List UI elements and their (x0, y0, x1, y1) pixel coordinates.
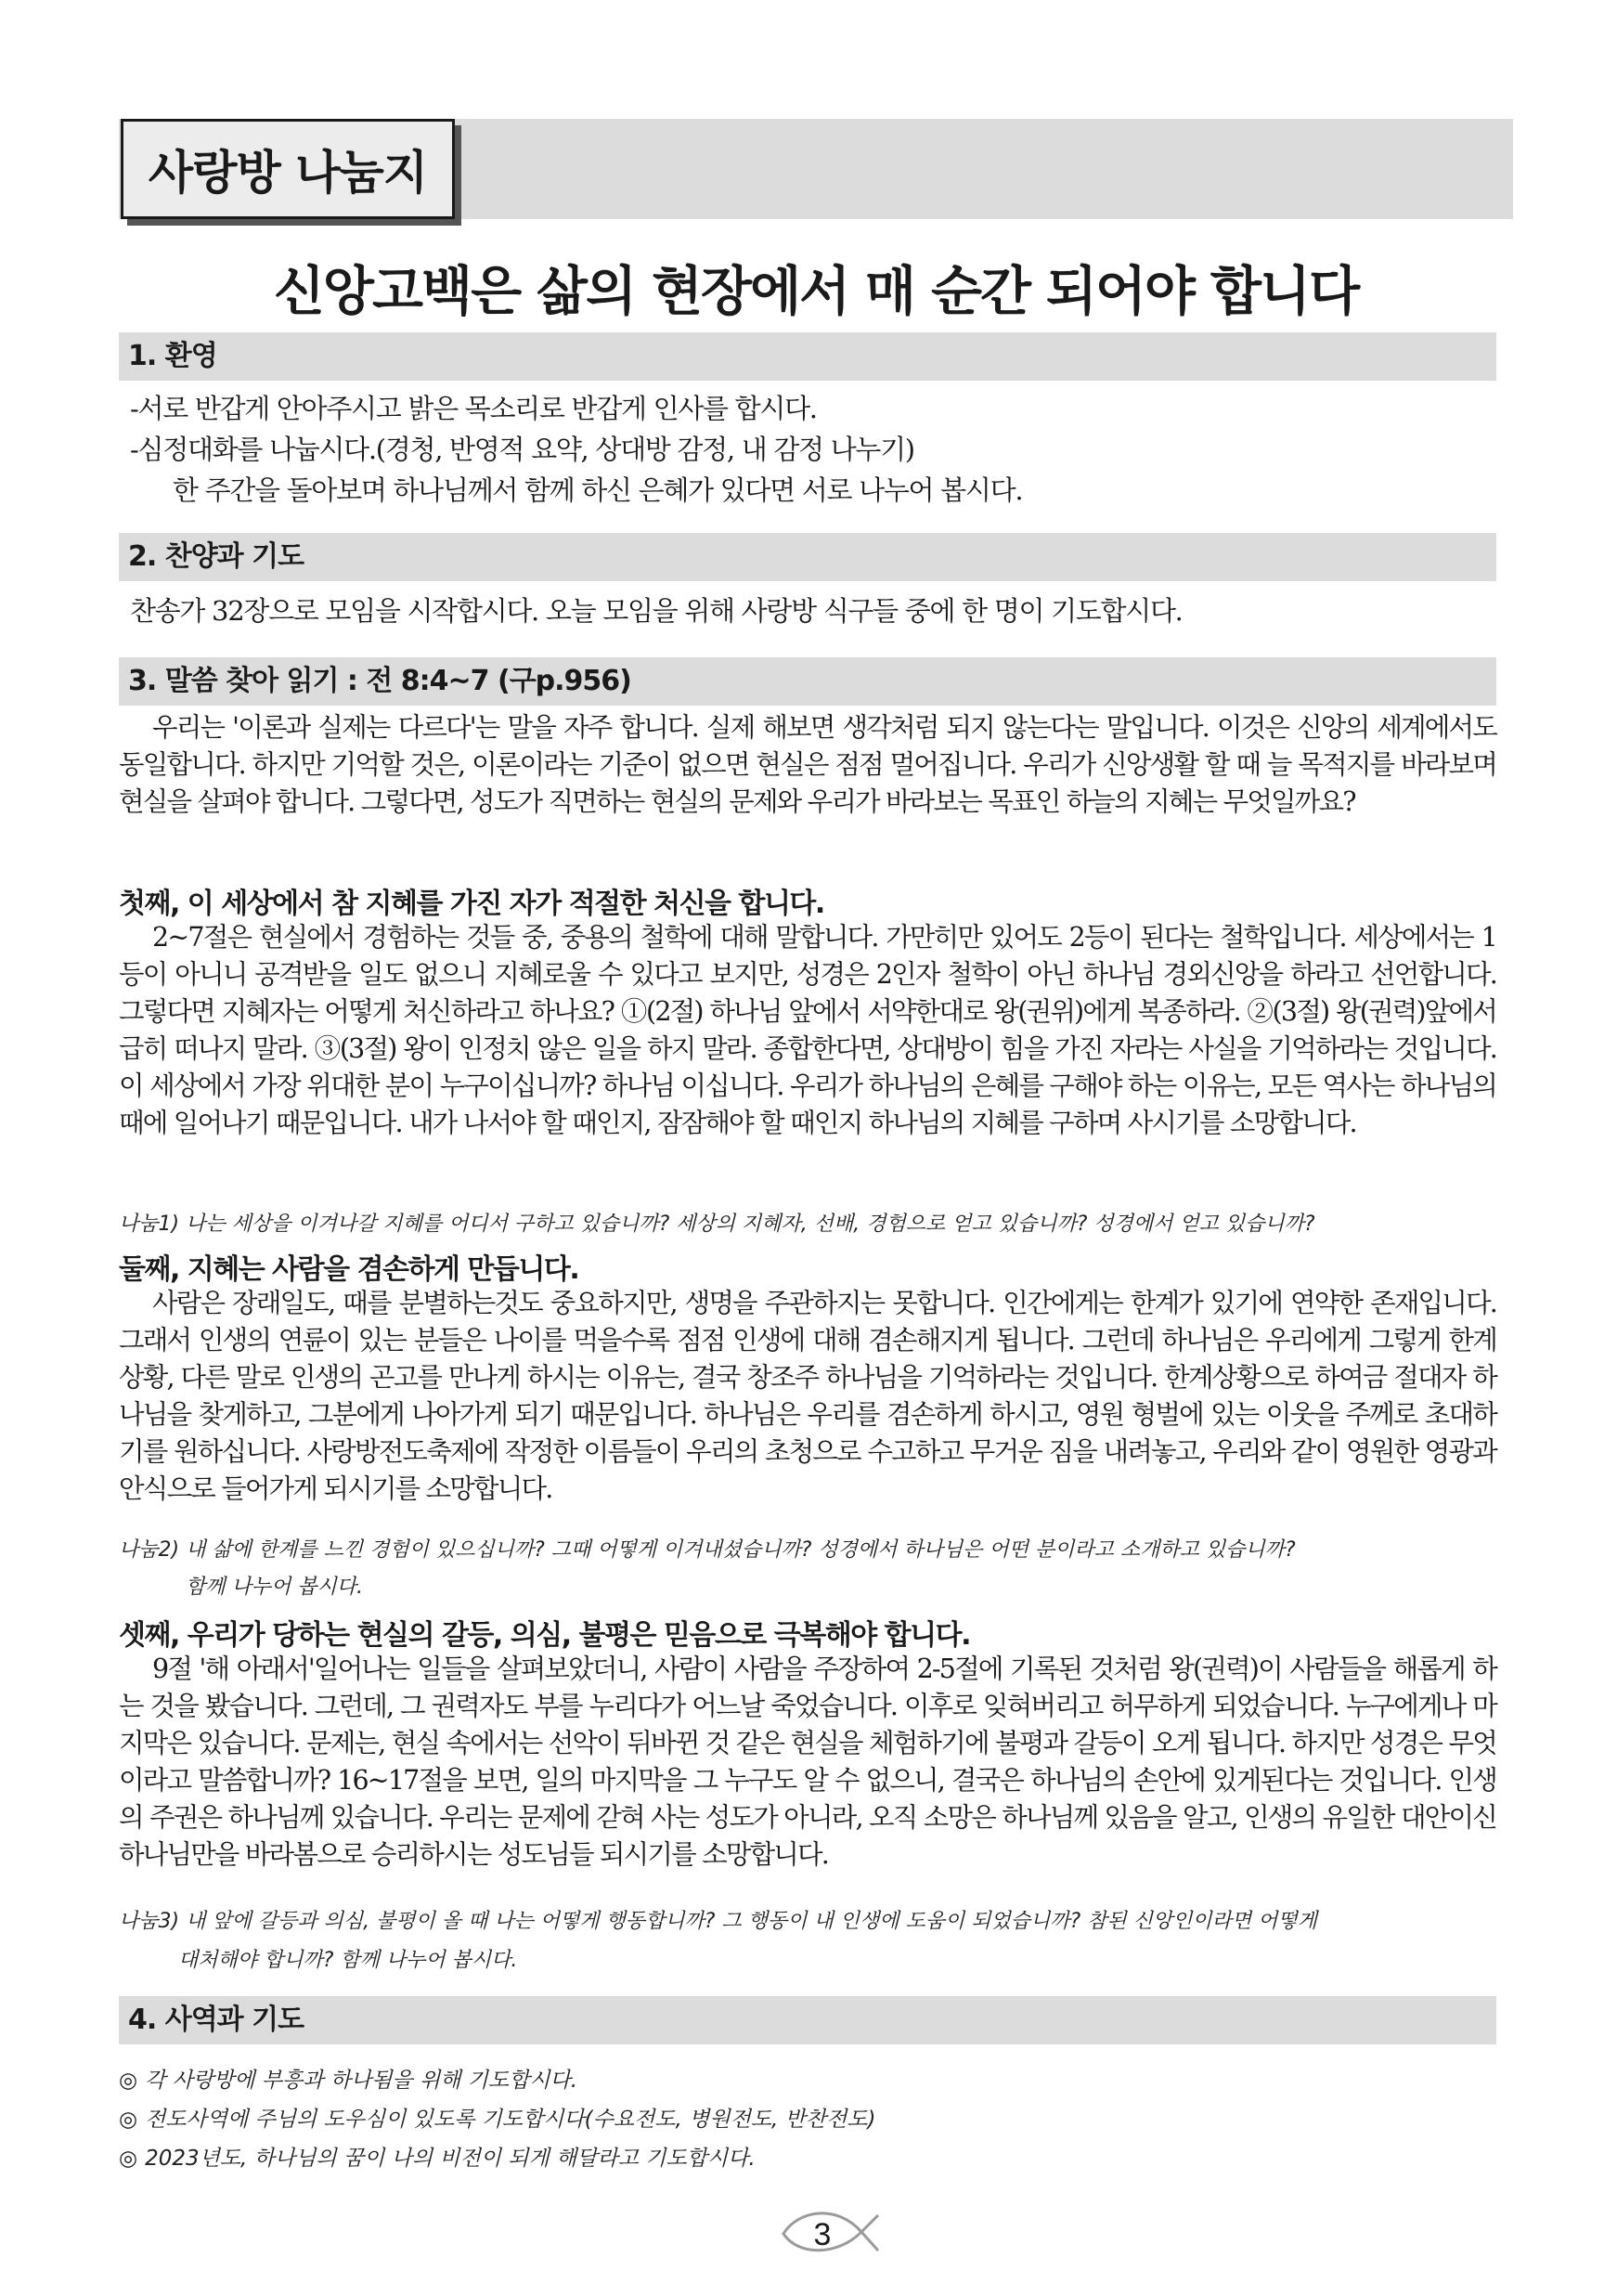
bullet-circle-icon: ◎ (119, 2069, 138, 2093)
page-title: 신앙고백은 삶의 현장에서 매 순간 되어야 합니다 (273, 261, 1359, 322)
welcome-line: -심정대화를 나눕시다.(경청, 반영적 요약, 상대방 감정, 내 감정 나누기) (130, 434, 914, 465)
section-heading-ministry: 4. 사역과 기도 (119, 1996, 1496, 2044)
question-3-cont: 대처해야 합니까? 함께 나누어 봅시다. (178, 1949, 518, 1972)
point-3-subhead: 셋째, 우리가 당하는 현실의 갈등, 의심, 불평은 믿음으로 극복해야 합니다. (119, 1619, 971, 1652)
fish-icon (780, 2202, 882, 2262)
question-1: 나눔1) 나는 세상을 이겨나갈 지혜를 어디서 구하고 있습니까? 세상의 지혜자, 선배, 경험으로 얻고 있습니까? 성경에서 얻고 있습니까? (119, 1213, 1315, 1236)
page-number-text: 3 (813, 2217, 832, 2252)
question-2: 나눔2) 내 삶에 한계를 느낀 경험이 있으십니까? 그때 어떻게 이겨내셨습니까? 성경에서 하나님은 어떤 분이라고 소개하고 있습니까? (119, 1538, 1296, 1562)
section-heading-praise: 2. 찬양과 기도 (119, 533, 1496, 581)
prayer-item: ◎ 전도사역에 주님의 도우심이 있도록 기도합시다(수요전도, 병원전도, 반찬전도) (119, 2108, 876, 2132)
welcome-line: -서로 반갑게 안아주시고 밝은 목소리로 반갑게 인사를 합시다. (130, 393, 817, 424)
point-2-body: 사람은 장래일도, 때를 분별하는것도 중요하지만, 생명을 주관하지는 못합니다. 인간에게는 한계가 있기에 연약한 존재입니다. 그래서 인생의 연륜이 있는 분들은 나이를 먹을수록 점점 인생에 대해 겸손해지게 됩니다. 그런데 하나님은 우리에게 그렇게 한계상황, 다른 말로 인생의 곤고를 만나게 하시는 이유는, 결국 창조주 하나님을 기억하라는 것입니다. 한계상황으로 하여금 절대자 하나님을 찾게하고, 그분에게 나아가게 되기 때문입니다. 하나님은 우리를 겸손하게 하시고, 영원 형벌에 있는 이웃을 주께로 초대하기를 원하십니다. 사랑방전도축제에 작정한 이름들이 우리의 초청으로 수고하고 무거운 짐을 내려놓고, 우리와 같이 영원한 영광과 안식으로 들어가게 되시기를 소망합니다. (119, 1288, 1496, 1504)
header-label: 사랑방 나눔지 (121, 119, 455, 219)
prayer-item: ◎ 2023년도, 하나님의 꿈이 나의 비전이 되게 해달라고 기도합시다. (119, 2147, 756, 2171)
bullet-circle-icon: ◎ (119, 2147, 138, 2171)
point-1-body: 2~7절은 현실에서 경험하는 것들 중, 중용의 철학에 대해 말합니다. 가만히만 있어도 2등이 된다는 철학입니다. 세상에서는 1등이 아니니 공격받을 일도 없으니 지혜로울 수 있다고 보지만, 성경은 2인자 철학이 아닌 하나님 경외신앙을 하라고 선언합니다. 그렇다면 지혜자는 어떻게 처신하라고 하나요? ①(2절) 하나님 앞에서 서약한대로 왕(권위)에게 복종하라. ②(3절) 왕(권력)앞에서 급히 떠나지 말라. ③(3절) 왕이 인정치 않은 일을 하지 말라. 종합한다면, 상대방이 힘을 가진 자라는 사실을 기억하라는 것입니다. 이 세상에서 가장 위대한 분이 누구이십니까? 하나님 이십니다. 우리가 하나님의 은혜를 구해야 하는 이유는, 모든 역사는 하나님의 때에 일어나기 때문입니다. 내가 나서야 할 때인지, 잠잠해야 할 때인지 하나님의 지혜를 구하며 사시기를 소망합니다. (119, 922, 1496, 1138)
section-heading-scripture: 3. 말씀 찾아 읽기 : 전 8:4~7 (구p.956) (119, 657, 1496, 706)
section-heading-welcome: 1. 환영 (119, 332, 1496, 381)
page-number (780, 2202, 882, 2262)
prayer-item: ◎ 각 사랑방에 부흥과 하나됨을 위해 기도합시다. (119, 2069, 578, 2093)
welcome-line: 한 주간을 돌아보며 하나님께서 함께 하신 은혜가 있다면 서로 나누어 봅시다. (173, 474, 1023, 506)
point-1-subhead: 첫째, 이 세상에서 참 지혜를 가진 자가 적절한 처신을 합니다. (119, 888, 824, 920)
bullet-circle-icon: ◎ (119, 2108, 138, 2132)
question-2-cont: 함께 나누어 봅시다. (186, 1576, 363, 1599)
question-3: 나눔3) 내 앞에 갈등과 의심, 불평이 올 때 나는 어떻게 행동합니까? 그 행동이 내 인생에 도움이 되었습니까? 참된 신앙인이라면 어떻게 (119, 1910, 1317, 1933)
praise-line: 찬송가 32장으로 모임을 시작합시다. 오늘 모임을 위해 사랑방 식구들 중에 한 명이 기도합시다. (130, 595, 1183, 627)
point-3-body: 9절 '해 아래서'일어나는 일들을 살펴보았더니, 사람이 사람을 주장하여 2-5절에 기록된 것처럼 왕(권력)이 사람들을 해롭게 하는 것을 봤습니다. 그런데, 그 권력자도 부를 누리다가 어느날 죽었습니다. 이후로 잊혀버리고 허무하게 되었습니다. 누구에게나 마지막은 있습니다. 문제는, 현실 속에서는 선악이 뒤바뀐 것 같은 현실을 체험하기에 불평과 갈등이 오게 됩니다. 하지만 성경은 무엇이라고 말씀합니까? 16~17절을 보면, 일의 마지막을 그 누구도 알 수 없으니, 결국은 하나님의 손안에 있게된다는 것입니다. 인생의 주권은 하나님께 있습니다. 우리는 문제에 갇혀 사는 성도가 아니라, 오직 소망은 하나님께 있음을 알고, 인생의 유일한 대안이신 하나님만을 바라봄으로 승리하시는 성도님들 되시기를 소망합니다. (119, 1654, 1496, 1870)
intro-paragraph: 우리는 '이론과 실제는 다르다'는 말을 자주 합니다. 실제 해보면 생각처럼 되지 않는다는 말입니다. 이것은 신앙의 세계에서도 동일합니다. 하지만 기억할 것은, 이론이라는 기준이 없으면 현실은 점점 멀어집니다. 우리가 신앙생활 할 때 늘 목적지를 바라보며 현실을 살펴야 합니다. 그렇다면, 성도가 직면하는 현실의 문제와 우리가 바라보는 목표인 하늘의 지혜는 무엇일까요? (119, 712, 1496, 817)
point-2-subhead: 둘째, 지혜는 사람을 겸손하게 만듭니다. (119, 1253, 579, 1286)
